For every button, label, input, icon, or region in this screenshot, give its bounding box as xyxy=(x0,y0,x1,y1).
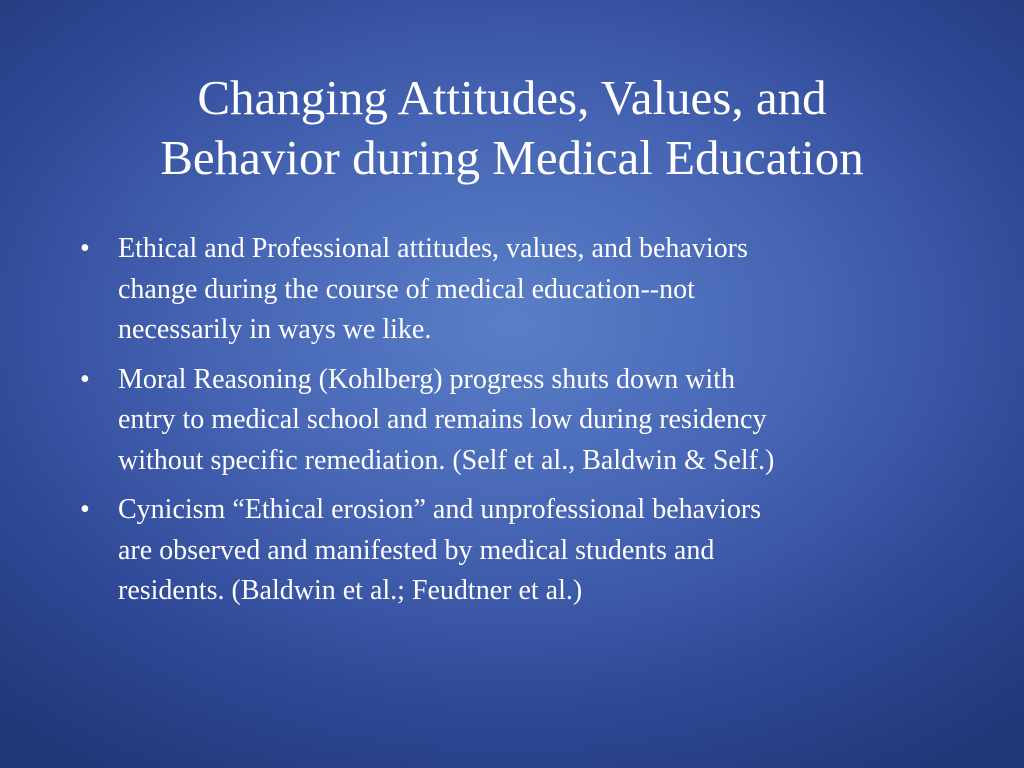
bullet-text: Moral Reasoning (Kohlberg) progress shuts down with entry to medical school and remains low during residency without specific remediation. (Self et al., Baldwin & Self.) xyxy=(118,363,775,476)
bullet-item xyxy=(78,490,948,612)
bullet-marker: • xyxy=(80,233,90,264)
bullet-item xyxy=(78,229,948,351)
bullet-marker: • xyxy=(80,494,90,525)
bullet-text: Cynicism “Ethical erosion” and unprofessional behaviors are observed and manifested by medical students and residents. (Baldwin et al.; Feudtner et al.) xyxy=(118,494,762,606)
bullet-text: Ethical and Professional attitudes, values, and behaviors change during the course of medical education--not necessarily in ways we like. xyxy=(118,233,748,345)
bullet-marker: • xyxy=(80,363,90,395)
bullet-list xyxy=(78,229,948,621)
slide-title: Changing Attitudes, Values, and Behavior during Medical Education xyxy=(160,70,864,185)
bullet-item xyxy=(78,360,948,482)
